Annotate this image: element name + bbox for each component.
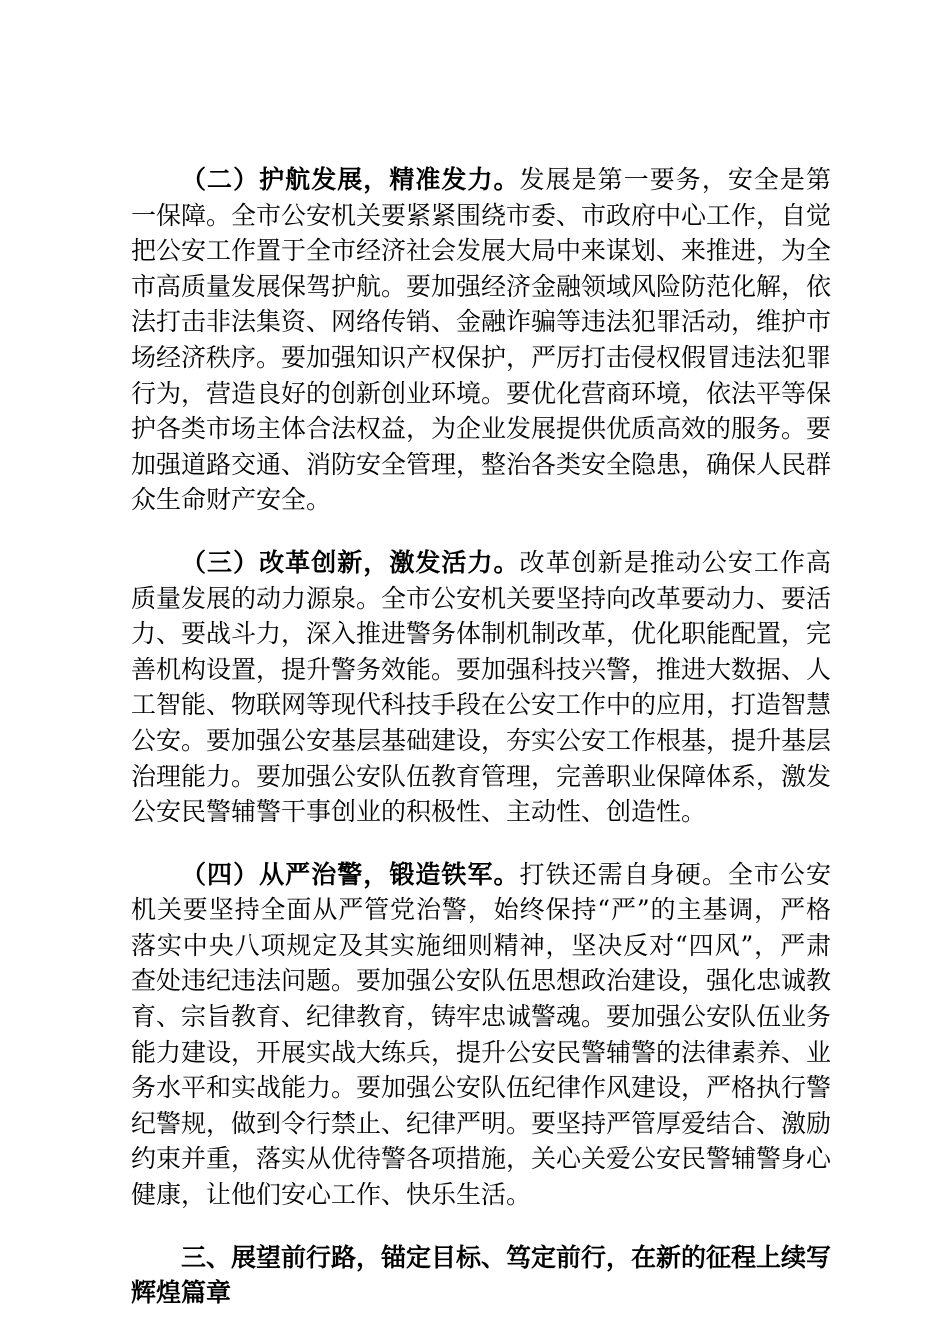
- paragraph-lead-heading: （二）护航发展，精准发力。: [181, 165, 520, 194]
- paragraph-lead-heading: （四）从严治警，锻造铁军。: [181, 859, 520, 889]
- paragraph-body-text: 打铁还需自身硬。全市公安机关要坚持全面从严管党治警，始终保持“严”的主基调，严格落实中央八项规定及其实施细则精神，坚决反对“四风”，严肃查处违纪违法问题。要加强公安队伍思想政治建设，强化忠诚教育、宗旨教育、纪律教育，铸牢忠诚警魂。要加强公安队伍业务能力建设，开展实战大练兵，提升公安民警辅警的法律素养、业务水平和实战能力。要加强公安队伍纪律作风建设，严格执行警纪警规，做到令行禁止、纪律严明。要坚持严管厚爱结合、激励约束并重，落实从优待警各项措施，关心关爱公安民警辅警身心健康，让他们安心工作、快乐生活。: [131, 859, 832, 1210]
- paragraph-lead-heading: （三）改革创新，激发活力。: [181, 547, 520, 577]
- paragraph-body-text: 改革创新是推动公安工作高质量发展的动力源泉。全市公安机关要坚持向改革要动力、要活力、要战斗力，深入推进警务体制机制改革，优化职能配置，完善机构设置，提升警务效能。要加强科技兴警，推进大数据、人工智能、物联网等现代科技手段在公安工作中的应用，打造智慧公安。要加强公安基层基础建设，夯实公安工作根基，提升基层治理能力。要加强公安队伍教育管理，完善职业保障体系，激发公安民警辅警干事创业的积极性、主动性、创造性。: [131, 547, 832, 827]
- document-page: [131, 162, 831, 1311]
- paragraph-reform-innovation: [131, 545, 831, 830]
- paragraph-body-text: 发展是第一要务，安全是第一保障。全市公安机关要紧紧围绕市委、市政府中心工作，自觉把公安工作置于全市经济社会发展大局中来谋划、来推进，为全市高质量发展保驾护航。要加强经济金融领域风险防范化解，依法打击非法集资、网络传销、金融诈骗等违法犯罪活动，维护市场经济秩序。要加强知识产权保护，严厉打击侵权假冒违法犯罪行为，营造良好的创新创业环境。要优化营商环境，依法平等保护各类市场主体合法权益，为企业发展提供优质高效的服务。要加强道路交通、消防安全管理，整治各类安全隐患，确保人民群众生命财产安全。: [131, 165, 832, 515]
- paragraph-protect-development: [131, 162, 831, 518]
- paragraph-strict-governance: [131, 857, 831, 1213]
- section-heading: 三、展望前行路，锚定目标、笃定前行，在新的征程上续写辉煌篇章: [131, 1242, 832, 1308]
